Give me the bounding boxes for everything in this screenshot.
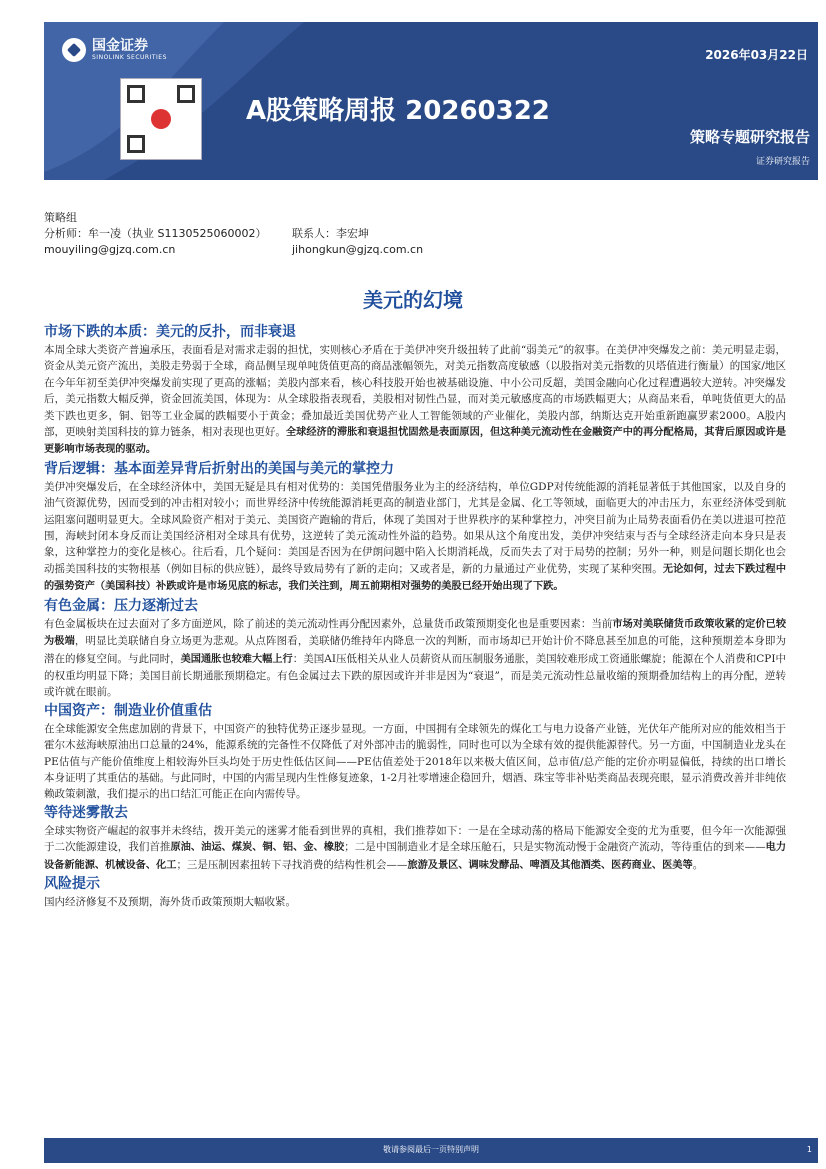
page-number: 1: [806, 1145, 812, 1154]
brand-name-cn: 国金证券: [92, 38, 148, 54]
qr-code[interactable]: [120, 78, 202, 160]
page-footer: [44, 1138, 818, 1163]
section-paragraph: 国内经济修复不及预期，海外货币政策预期大幅收紧。: [44, 895, 296, 908]
logo-mark-icon: [62, 38, 86, 62]
report-date: 2026年03月22日: [705, 48, 808, 62]
contact-info: 联系人：李宏坤: [292, 227, 369, 240]
brand-logo: [62, 38, 167, 62]
section-heading: 风险提示: [44, 875, 100, 892]
header-banner: [44, 22, 818, 180]
analyst-email[interactable]: mouyiling@gjzq.com.cn: [44, 243, 176, 256]
section-heading: 市场下跌的本质：美元的反扑，而非衰退: [44, 324, 296, 340]
analyst-info: 分析师：牟一凌（执业 S1130525060002）: [44, 227, 267, 240]
section-heading: 中国资产：制造业价值重估: [44, 702, 212, 719]
section-paragraph: 本周全球大类资产普遍承压，表面看是对需求走弱的担忧，实则核心矛盾在于美伊冲突升级扭转了此前“弱美元”的叙事。在美伊冲突爆发之前：美元明显走弱，资金从美元资产流出，美股走势弱于全球，商品侧呈现单吨货值更高的商品涨幅领先，对美元指数高度敏感（以股指对美元指数的贝塔值进行衡量）的国家/地区在今年年初至美伊冲突爆发前实现了更高的涨幅；美股内部来看，核心科技股开始也被基础设施、中小公司反超，美国金融向心化过程遭遇较大逆转。冲突爆发后，美元指数大幅反弹，资金回流美国，体现为：从全球股指表现看，美股相对韧性凸显，而对美元敏感度高的市场跌幅更大；从商品来看，单吨货值更大的品类下跌也更多，铜、铝等工业金属的跌幅要小于黄金；叠加最近美国优势产业人工智能领域的产业催化，美股内部，纳斯达克开始重新跑赢罗素2000。A股内部，更映射美国科技的算力链条，相对表现也更好。全球经济的滞胀和衰退担忧固然是表面原因，但这种美元流动性在金融资产中的再分配格局，其背后原因或许是更影响市场表现的驱动。: [44, 344, 787, 456]
section-paragraph: 美伊冲突爆发后，在全球经济体中，美国无疑是具有相对优势的：美国凭借服务业为主的经济结构，单位GDP对传统能源的消耗显著低于其他国家，以及自身的油气资源优势，因而受到的冲击相对较小；而世界经济中传统能源消耗更高的制造业部门，尤其是金属、化工等领域，面临更大的冲击压力，东亚经济体受到航运阻塞问题明显更大。全球风险资产相对于美元、美国资产跑输的背后，体现了美国对于世界秩序的某种掌控力，冲突目前为止局势表面看仍在美以进退可控范围，海峡封闭本身反而让美国经济相对全球具有优势，这逆转了美元流动性外溢的趋势。如果从这个角度出发，美伊冲突结束与否与全球经济走向本身只是表象，这种掌控力的变化是核心。往后看，几个疑问：美国是否因为在伊朗问题中陷入长期消耗战，反而失去了对于局势的控制；另外一种，则是问题长期化也会动摇美国科技的实物根基（例如目标的供应链），最终导致局势有了新的走向；又或者是，新的力量通过产业优势，实现了某种突围。无论如何，过去下跌过程中的强势资产（美国科技）补跌或许是市场见底的标志，我们关注到，周五前期相对强势的美股已经开始出现了下跌。: [44, 480, 787, 593]
section-paragraph: 有色金属板块在过去面对了多方面逆风，除了前述的美元流动性再分配因素外，总量货币政策预期变化也是重要因素：当前市场对美联储货币政策收紧的定价已较为极端，明显比美联储自身立场更为悲观。从点阵图看，美联储仍维持年内降息一次的判断，而市场却已开始计价不降息甚至加息的可能，这种预期差本身即为潜在的修复空间。与此同时，美国通胀也较难大幅上行：美国AI压低相关从业人员薪资从而压制服务通胀，美国较难形成工资通胀螺旋；能源在个人消费和CPI中的权重均明显下降；美国目前长期通胀预期稳定。有色金属过去下跌的原因或许并非是因为“衰退”，而是美元流动性总量收缩的预期叠加结构上的再分配，逆转或许就在眼前。: [44, 617, 787, 699]
author-block: [44, 210, 423, 258]
report-title: A股策略周报 20260322: [246, 96, 550, 126]
report-body: [44, 322, 786, 910]
section-paragraph: 在全球能源安全焦虑加剧的背景下，中国资产的独特优势正逐步显现。一方面，中国拥有全球领先的煤化工与电力设备产业链，光伏年产能所对应的能效相当于霍尔木兹海峡原油出口总量的24%，能源系统的完备性不仅降低了对外部冲击的脆弱性，同时也可以为全球有效的提供能源替代。另一方面，中国制造业龙头在PE估值与产能价值维度上相较海外巨头均处于历史性低估区间——PE估值差处于2018年以来极大值区间，总市值/总产能的定价亦明显偏低，持续的出口增长本身证明了其重估的基础。与此同时，中国的内需呈现内生性修复迹象，1-2月社零增速企稳回升，烟酒、珠宝等非补贴类商品表现亮眼，显示消费改善并非纯依赖政策刺激，我们提示的出口结汇可能正在向内需传导。: [44, 722, 786, 801]
brand-name-en: SINOLINK SECURITIES: [92, 54, 167, 61]
team-name: 策略组: [44, 211, 77, 224]
disclaimer-note: 敬请参阅最后一页特别声明: [383, 1145, 479, 1154]
section-heading: 背后逻辑：基本面差异背后折射出的美国与美元的掌控力: [44, 460, 394, 477]
section-paragraph: 全球实物资产崛起的叙事并未终结，拨开美元的迷雾才能看到世界的真相，我们推荐如下：一是在全球动荡的格局下能源安全变的尤为重要，但今年一次能源强于二次能源建设，我们首推原油、油运、煤炭、铜、铝、金、橡胶；二是中国制造业才是全球压舱石，只是实物流动慢于金融资产流动，等待重估的到来——电力设备新能源、机械设备、化工；三是压制因素扭转下寻找消费的结构性机会——旅游及景区、调味发酵品、啤酒及其他酒类、医药商业、医美等。: [44, 824, 787, 871]
document-title: 美元的幻境: [363, 288, 463, 312]
section-heading: 有色金属：压力逐渐过去: [44, 597, 198, 614]
section-heading: 等待迷雾散去: [44, 804, 128, 821]
qr-center-logo-icon: [151, 109, 171, 129]
contact-email[interactable]: jihongkun@gjzq.com.cn: [292, 243, 424, 256]
report-type: 策略专题研究报告: [689, 128, 810, 146]
report-subtype: 证券研究报告: [755, 157, 810, 167]
